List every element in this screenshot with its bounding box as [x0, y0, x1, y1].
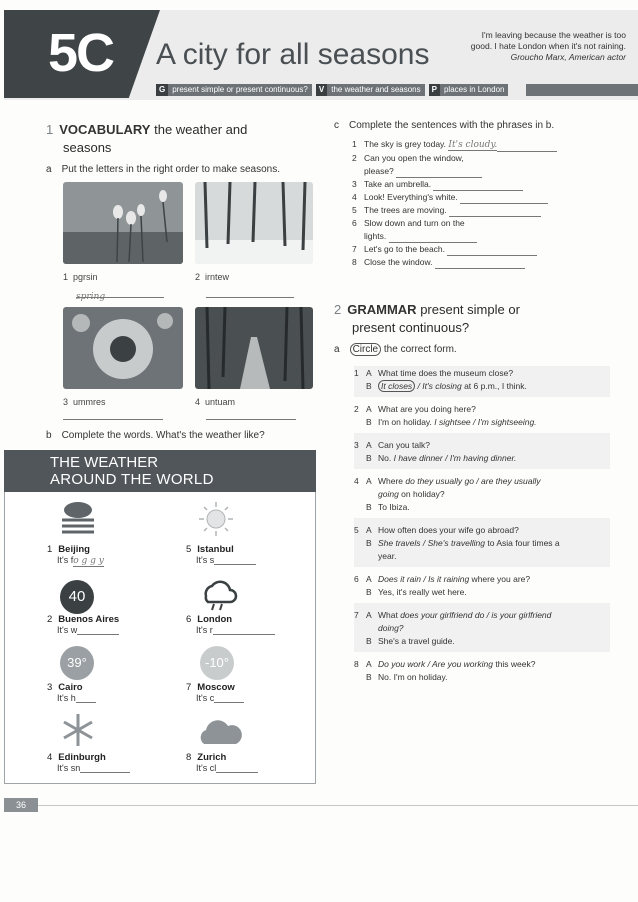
rain-cloud-icon	[198, 578, 238, 612]
grammar-heading: 2 GRAMMAR present simple or	[334, 302, 520, 317]
weather-box-header	[4, 450, 316, 492]
tag-vocabulary: V the weather and seasons	[316, 84, 425, 96]
city-1: 1 Beijing It's fo g g y	[47, 544, 104, 566]
vocab-b-instruction: b Complete the words. What's the weather like?	[46, 430, 265, 441]
sentence-8: 8 Close the window.	[352, 256, 572, 269]
temp-40-icon: 40	[60, 580, 94, 614]
quote-line-2: good. I hate London when it's not raining.	[470, 41, 626, 51]
sentence-6: 6 Slow down and turn on the	[352, 218, 465, 228]
vocab-answer-1: spring	[76, 286, 164, 298]
city-6: 6 London It's r	[186, 614, 275, 635]
vocab-heading-2: seasons	[63, 140, 112, 155]
tag-grammar: G present simple or present continuous?	[156, 84, 312, 96]
sentence-7: 7 Let's go to the beach.	[352, 243, 572, 256]
part-c-instruction: c Complete the sentences with the phrases in b.	[334, 120, 555, 131]
fog-icon	[58, 500, 98, 534]
grammar-a-instruction: a Circle the correct form.	[334, 344, 457, 355]
sentence-1: 1 The sky is grey today. It's cloudy.	[352, 138, 572, 152]
weather-box-title-2: AROUND THE WORLD	[50, 471, 214, 488]
tag-pronunciation: P places in London	[429, 84, 509, 96]
lesson-tags	[156, 84, 508, 96]
page-title: A city for all seasons	[156, 38, 430, 71]
dialogue-2: 2 A What are you doing here? B I'm on holiday. I sightsee / I'm sightseeing.	[354, 404, 537, 427]
sun-icon	[196, 500, 236, 534]
city-3: 3 Cairo It's h	[47, 682, 96, 703]
vocab-a-instruction: a Put the letters in the right order to make seasons.	[46, 164, 281, 175]
vocab-item-1: 1 pgrsin	[63, 272, 98, 282]
dialogue-5: 5 A How often does your wife go abroad? B She travels / She's travelling to Asia four times a year.	[354, 518, 610, 567]
sentence-5: 5 The trees are moving.	[352, 204, 572, 217]
city-5: 5 Istanbul It's s	[186, 544, 256, 565]
dialogue-1: 1 A What time does the museum close? B It closes / It's closing at 6 p.m., I think.	[354, 366, 610, 397]
spring-photo	[63, 182, 183, 264]
dialogue-3: 3 A Can you talk? B No. I have dinner / I'm having dinner.	[354, 433, 610, 469]
summer-photo	[63, 307, 183, 389]
sentence-2: 2 Can you open the window,	[352, 153, 464, 163]
tag-bar-fill	[526, 84, 638, 96]
autumn-photo	[195, 307, 313, 389]
temp-39-icon: 39°	[60, 646, 94, 680]
weather-box-title-1: THE WEATHER	[50, 454, 159, 471]
dialogue-8: 8 A Do you work / Are you working this week? B No. I'm on holiday.	[354, 659, 536, 682]
vocab-answer-4[interactable]	[206, 410, 296, 420]
dialogue-4: 4 A Where do they usually go / are they usually going on holiday? B To Ibiza.	[354, 476, 541, 512]
vocab-answer-2[interactable]	[206, 286, 294, 298]
page-number: 36	[4, 798, 38, 812]
dialogue-7: 7 A What does your girlfriend do / is your girlfriend doing? B She's a travel guide.	[354, 603, 610, 652]
snowflake-icon	[60, 712, 100, 746]
part-c-sentences: 1 The sky is grey today. It's cloudy. 2 Can you open the window, please? 3 Take an umbrella. 4 Look! Everything's white. 5 The trees are moving. 6 Slow down and turn on the lights. 7 Let's go to the beach. 8 Close the window.	[352, 138, 572, 269]
cloud-icon	[198, 716, 238, 750]
quote-line-1: I'm leaving because the weather is too	[481, 30, 626, 40]
city-7: 7 Moscow It's c	[186, 682, 244, 703]
grammar-heading-2: present continuous?	[352, 320, 470, 335]
vocab-item-4: 4 untuam	[195, 397, 236, 407]
city-2: 2 Buenos Aires It's w	[47, 614, 120, 635]
footer-rule	[38, 805, 638, 806]
vocab-item-2: 2 irntew	[195, 272, 230, 282]
city-4: 4 Edinburgh It's sn	[47, 752, 130, 773]
vocab-item-3: 3 ummres	[63, 397, 106, 407]
city-8: 8 Zurich It's cl	[186, 752, 258, 773]
sentence-3: 3 Take an umbrella.	[352, 178, 572, 191]
unit-number: 5C	[48, 23, 114, 83]
winter-photo	[195, 182, 313, 264]
sentence-4: 4 Look! Everything's white.	[352, 191, 572, 204]
quote	[426, 30, 626, 63]
temp-minus-10-icon: -10°	[200, 646, 234, 680]
quote-author: Groucho Marx, American actor	[510, 52, 626, 62]
dialogue-6: 6 A Does it rain / Is it raining where you are? B Yes, it's really wet here.	[354, 574, 531, 597]
grammar-dialogues	[354, 366, 610, 688]
vocab-heading: 1 VOCABULARY the weather and	[46, 122, 248, 137]
vocab-answer-3[interactable]	[63, 410, 163, 420]
